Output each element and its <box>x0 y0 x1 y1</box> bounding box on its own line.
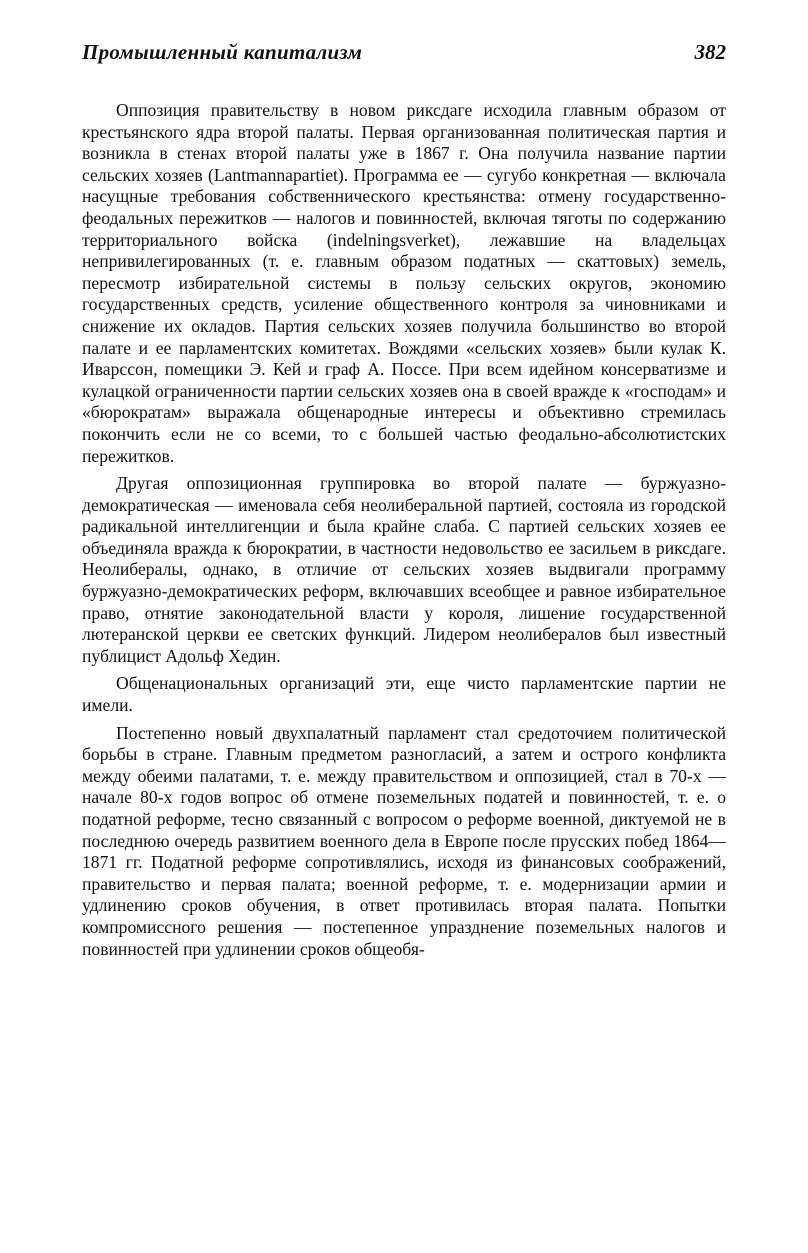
paragraph: Другая оппозиционная группировка во второй палате — буржуазно-демократическая — именовала себя неолиберальной партией, состояла из городской радикальной интеллигенции и была крайне слаба. С партией сельских хозяев ее объединяла вражда к бюрократии, в частности недовольство ее засильем в риксдаге. Неолибералы, однако, в отличие от сельских хозяев выдвигали программу буржуазно-демократических реформ, включавших всеобщее и равное избирательное право, отнятие законодательной власти у короля, лишение государственной лютеранской церкви ее светских функций. Лидером неолибералов был известный публицист Адольф Хедин. <box>82 473 726 666</box>
paragraph: Постепенно новый двухпалатный парламент стал средоточием политической борьбы в стране. Главным предметом разногласий, а затем и острого конфликта между обеими палатами, т. е. между правительством и оппозицией, стал в 70-х — начале 80-х годов вопрос об отмене поземельных податей и повинностей, т. е. о податной реформе, тесно связанный с вопросом о реформе военной, диктуемой не в последнюю очередь развитием военного дела в Европе после прусских побед 1864—1871 гг. Податной реформе сопротивлялись, исходя из финансовых соображений, правительство и первая палата; военной реформе, т. е. модернизации армии и удлинению сроков обучения, в ответ противилась вторая палата. Попытки компромиссного решения — постепенное упразднение поземельных налогов и повинностей при удлинении сроков общеобя- <box>82 722 726 959</box>
running-head <box>82 40 726 80</box>
page-number: 382 <box>694 40 726 64</box>
running-title: Промышленный капитализм <box>82 40 363 64</box>
paragraph: Оппозиция правительству в новом риксдаге исходила главным образом от крестьянского ядра второй палаты. Первая организованная политическая партия и возникла в стенах второй палаты уже в 1867 г. Она получила название партии сельских хозяев (Lantmannapartiet). Программа ее — сугубо конкретная — включала насущные требования собственнического крестьянства: отмену государственно-феодальных пережитков — налогов и повинностей, включая тяготы по содержанию территориального войска (indelningsverket), лежавшие на владельцах непривилегированных (т. е. главным образом податных — скаттовых) земель, пересмотр избирательной системы в пользу сельских округов, экономию государственных средств, усиление общественного контроля за чиновниками и снижение их окладов. Партия сельских хозяев получила большинство во второй палате и ее парламентских комитетах. Вождями «сельских хозяев» были кулак К. Иварссон, помещики Э. Кей и граф А. Поссе. При всем идейном консерватизме и кулацкой ограниченности партии сельских хозяев она в своей вражде к «господам» и «бюрократам» выражала общенародные интересы и объективно стремилась покончить если не со всеми, то с большей частью феодально-абсолютистских пережитков. <box>82 100 726 466</box>
book-page <box>82 40 726 966</box>
body-text <box>82 100 726 960</box>
paragraph: Общенациональных организаций эти, еще чисто парламентские партии не имели. <box>82 673 726 716</box>
